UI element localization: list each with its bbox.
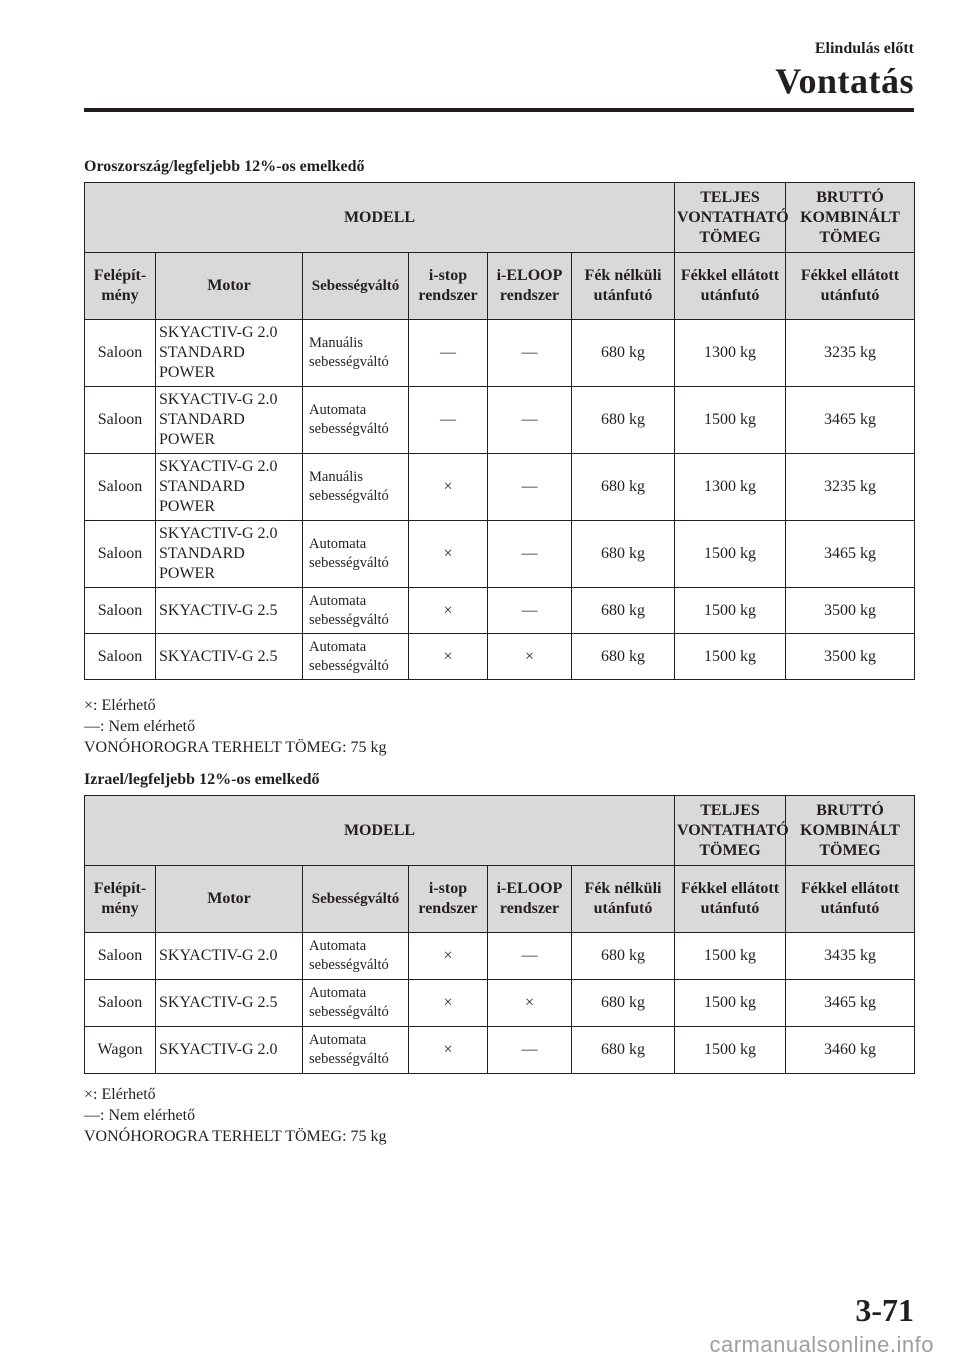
cell-istop: ×: [409, 454, 488, 521]
table-row: [85, 933, 915, 980]
cell-transmission: Automata sebességváltó: [303, 933, 409, 980]
cell-unbraked: 680 kg: [572, 521, 675, 588]
cell-body: Saloon: [85, 980, 156, 1027]
cell-combined: 3465 kg: [786, 387, 915, 454]
cell-combined: 3460 kg: [786, 1027, 915, 1074]
cell-unbraked: 680 kg: [572, 454, 675, 521]
cell-combined: 3235 kg: [786, 320, 915, 387]
header-transmission: Sebességváltó: [303, 253, 409, 320]
cell-istop: ×: [409, 980, 488, 1027]
note-not-available: —: Nem elérhető: [84, 1107, 196, 1124]
page-title: Vontatás: [775, 61, 914, 101]
cell-body: Saloon: [85, 320, 156, 387]
header-body: Felépít-mény: [85, 253, 156, 320]
header-ieloop: i-ELOOP rendszer: [488, 866, 572, 933]
cell-motor: SKYACTIV-G 2.5: [156, 634, 303, 680]
cell-transmission: Automata sebességváltó: [303, 521, 409, 588]
cell-motor: SKYACTIV-G 2.0: [156, 933, 303, 980]
cell-combined: 3500 kg: [786, 634, 915, 680]
header-total-towable: TELJES VONTATHATÓ TÖMEG: [675, 796, 786, 866]
section-label: Elindulás előtt: [814, 40, 914, 57]
cell-istop: —: [409, 320, 488, 387]
cell-braked: 1500 kg: [675, 1027, 786, 1074]
towing-table-russia: [84, 182, 915, 680]
cell-braked: 1500 kg: [675, 588, 786, 634]
header-unbraked: Fék nélküli utánfutó: [572, 253, 675, 320]
cell-ieloop: —: [488, 933, 572, 980]
table-row: [85, 980, 915, 1027]
note-available: ×: Elérhető: [84, 1086, 156, 1103]
table-1-notes: [84, 695, 387, 758]
cell-body: Saloon: [85, 933, 156, 980]
cell-motor: SKYACTIV-G 2.0 STANDARD POWER: [156, 387, 303, 454]
page-number: 3-71: [855, 1292, 914, 1328]
cell-transmission: Manuális sebességváltó: [303, 454, 409, 521]
cell-unbraked: 680 kg: [572, 980, 675, 1027]
cell-body: Saloon: [85, 634, 156, 680]
note-tongue-load: VONÓHOROGRA TERHELT TÖMEG: 75 kg: [84, 739, 387, 756]
cell-body: Saloon: [85, 588, 156, 634]
cell-braked: 1500 kg: [675, 634, 786, 680]
cell-istop: ×: [409, 588, 488, 634]
cell-transmission: Automata sebességváltó: [303, 1027, 409, 1074]
table-2-notes: [84, 1084, 387, 1147]
cell-ieloop: —: [488, 521, 572, 588]
cell-combined: 3500 kg: [786, 588, 915, 634]
cell-motor: SKYACTIV-G 2.0: [156, 1027, 303, 1074]
cell-braked: 1500 kg: [675, 980, 786, 1027]
header-modell: MODELL: [85, 183, 675, 253]
cell-istop: ×: [409, 521, 488, 588]
cell-braked: 1500 kg: [675, 387, 786, 454]
note-tongue-load: VONÓHOROGRA TERHELT TÖMEG: 75 kg: [84, 1128, 387, 1145]
cell-istop: ×: [409, 1027, 488, 1074]
table-1-title: Oroszország/legfeljebb 12%-os emelkedő: [84, 158, 365, 175]
header-unbraked: Fék nélküli utánfutó: [572, 866, 675, 933]
table-row: [85, 387, 915, 454]
header-ieloop: i-ELOOP rendszer: [488, 253, 572, 320]
header-gross-combined: BRUTTÓ KOMBINÁLT TÖMEG: [786, 183, 915, 253]
table-2-title: Izrael/legfeljebb 12%-os emelkedő: [84, 771, 320, 788]
header-braked-combined: Fékkel ellátott utánfutó: [786, 866, 915, 933]
cell-istop: —: [409, 387, 488, 454]
header-modell: MODELL: [85, 796, 675, 866]
table-row: [85, 320, 915, 387]
header-istop: i-stop rendszer: [409, 253, 488, 320]
cell-motor: SKYACTIV-G 2.0 STANDARD POWER: [156, 454, 303, 521]
table-row: [85, 634, 915, 680]
header-body: Felépít-mény: [85, 866, 156, 933]
cell-braked: 1300 kg: [675, 454, 786, 521]
cell-transmission: Automata sebességváltó: [303, 588, 409, 634]
cell-combined: 3435 kg: [786, 933, 915, 980]
header-braked: Fékkel ellátott utánfutó: [675, 253, 786, 320]
header-braked-combined: Fékkel ellátott utánfutó: [786, 253, 915, 320]
cell-transmission: Manuális sebességváltó: [303, 320, 409, 387]
table-row: [85, 1027, 915, 1074]
cell-unbraked: 680 kg: [572, 933, 675, 980]
cell-ieloop: —: [488, 1027, 572, 1074]
cell-unbraked: 680 kg: [572, 1027, 675, 1074]
cell-ieloop: —: [488, 454, 572, 521]
cell-ieloop: ×: [488, 634, 572, 680]
cell-motor: SKYACTIV-G 2.5: [156, 588, 303, 634]
table-row: [85, 521, 915, 588]
watermark: carmanualsonline.info: [709, 1332, 934, 1357]
cell-motor: SKYACTIV-G 2.0 STANDARD POWER: [156, 320, 303, 387]
cell-unbraked: 680 kg: [572, 588, 675, 634]
note-available: ×: Elérhető: [84, 697, 156, 714]
cell-unbraked: 680 kg: [572, 387, 675, 454]
cell-ieloop: ×: [488, 980, 572, 1027]
table-row: [85, 454, 915, 521]
note-not-available: —: Nem elérhető: [84, 718, 196, 735]
header-total-towable: TELJES VONTATHATÓ TÖMEG: [675, 183, 786, 253]
cell-body: Saloon: [85, 454, 156, 521]
cell-body: Saloon: [85, 521, 156, 588]
cell-istop: ×: [409, 933, 488, 980]
cell-braked: 1500 kg: [675, 521, 786, 588]
table-row: [85, 588, 915, 634]
cell-transmission: Automata sebességváltó: [303, 980, 409, 1027]
cell-transmission: Automata sebességváltó: [303, 387, 409, 454]
header-braked: Fékkel ellátott utánfutó: [675, 866, 786, 933]
cell-transmission: Automata sebességváltó: [303, 634, 409, 680]
cell-body: Saloon: [85, 387, 156, 454]
header-motor: Motor: [156, 866, 303, 933]
cell-ieloop: —: [488, 320, 572, 387]
towing-table-israel: [84, 795, 915, 1074]
cell-braked: 1300 kg: [675, 320, 786, 387]
cell-istop: ×: [409, 634, 488, 680]
cell-motor: SKYACTIV-G 2.5: [156, 980, 303, 1027]
cell-ieloop: —: [488, 387, 572, 454]
header-istop: i-stop rendszer: [409, 866, 488, 933]
cell-body: Wagon: [85, 1027, 156, 1074]
cell-combined: 3235 kg: [786, 454, 915, 521]
cell-combined: 3465 kg: [786, 980, 915, 1027]
cell-ieloop: —: [488, 588, 572, 634]
cell-combined: 3465 kg: [786, 521, 915, 588]
cell-unbraked: 680 kg: [572, 320, 675, 387]
header-divider: [84, 108, 914, 112]
cell-unbraked: 680 kg: [572, 634, 675, 680]
cell-motor: SKYACTIV-G 2.0 STANDARD POWER: [156, 521, 303, 588]
header-motor: Motor: [156, 253, 303, 320]
header-transmission: Sebességváltó: [303, 866, 409, 933]
cell-braked: 1500 kg: [675, 933, 786, 980]
header-gross-combined: BRUTTÓ KOMBINÁLT TÖMEG: [786, 796, 915, 866]
